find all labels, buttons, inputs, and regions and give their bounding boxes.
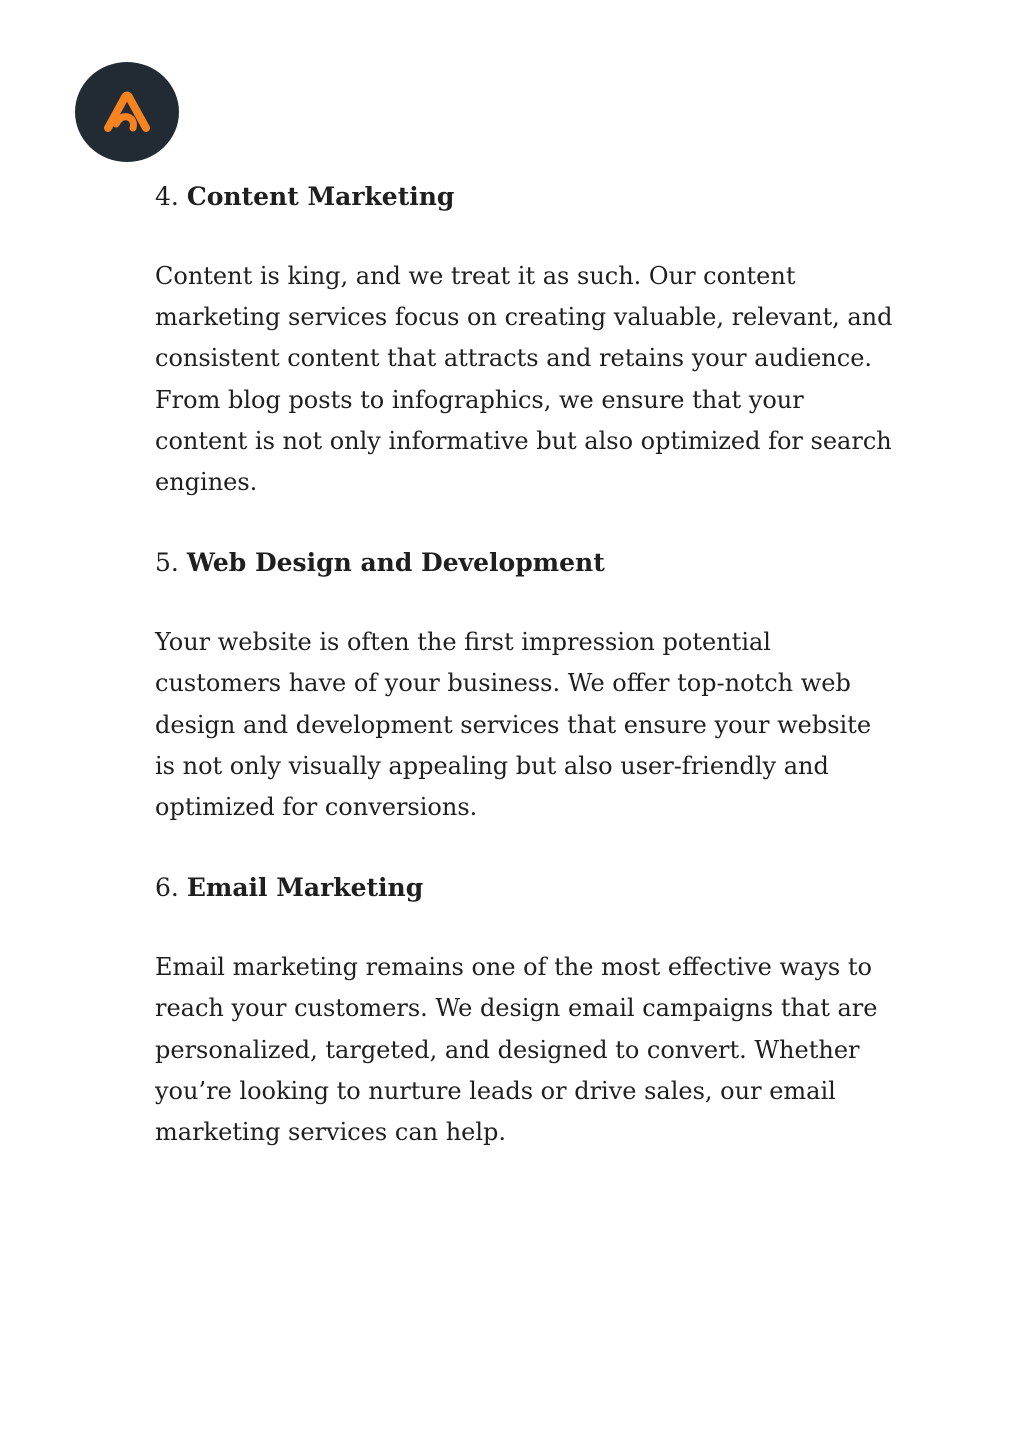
document-content <box>155 176 895 1153</box>
section-email-marketing <box>155 867 895 1153</box>
section-number: 5. <box>155 548 179 578</box>
section-number: 4. <box>155 182 179 211</box>
section-content-marketing <box>155 176 895 503</box>
section-heading <box>155 867 895 908</box>
section-title: Web Design and Development <box>186 548 605 578</box>
section-heading <box>155 542 895 583</box>
brand-a-icon <box>99 87 155 137</box>
section-heading <box>155 176 895 217</box>
section-number: 6. <box>155 873 179 903</box>
section-title: Content Marketing <box>186 182 455 211</box>
company-logo <box>75 62 179 162</box>
section-web-design <box>155 542 895 828</box>
section-body: Your website is often the first impression potential customers have of your business. We offer top-notch web design and development services that ensure your website is not only visually appealing but also user-friendly and optimized for conversions. <box>155 628 872 822</box>
section-body: Email marketing remains one of the most effective ways to reach your customers. We design email campaigns that are personalized, targeted, and designed to convert. Whether you’re looking to nurture leads or drive sales, our email marketing services can help. <box>155 953 878 1147</box>
section-body: Content is king, and we treat it as such. Our content marketing services focus on creating valuable, relevant, and consistent content that attracts and retains your audience. From blog posts to infographics, we ensure that your content is not only informative but also optimized for search engines. <box>155 262 893 497</box>
section-title: Email Marketing <box>186 873 424 903</box>
